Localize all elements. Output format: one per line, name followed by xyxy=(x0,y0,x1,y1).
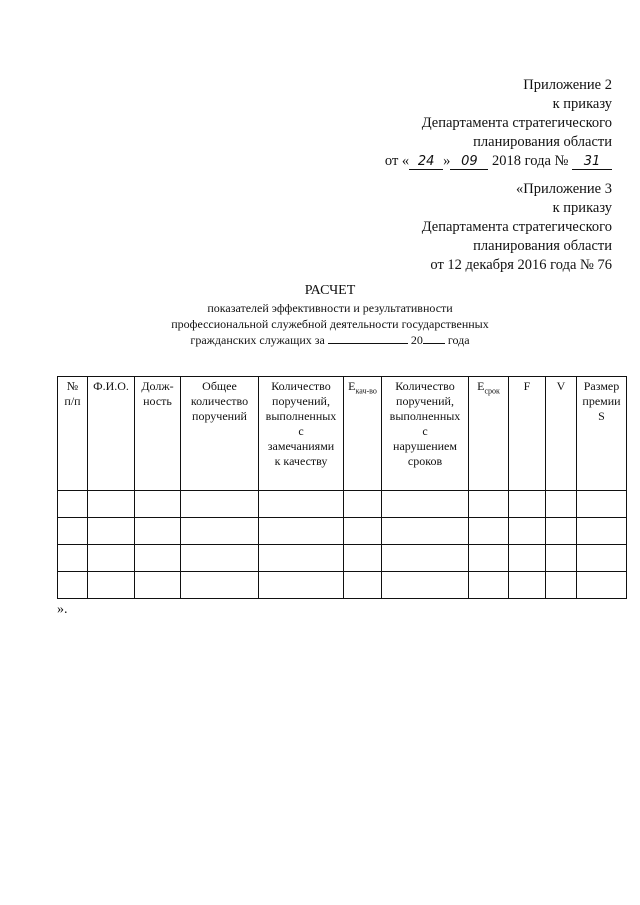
appendix-2-title: Приложение 2 xyxy=(523,77,612,93)
document-subtitle-2: профессиональной служебной деятельности государственных xyxy=(171,317,489,331)
table-cell xyxy=(135,572,181,599)
table-cell xyxy=(382,572,469,599)
handwritten-month: 09 xyxy=(450,155,488,170)
table-cell xyxy=(135,518,181,545)
table-cell xyxy=(546,518,577,545)
table-cell xyxy=(135,491,181,518)
table-cell xyxy=(577,545,627,572)
table-cell xyxy=(577,572,627,599)
date-year: 2018 года № xyxy=(492,153,569,169)
table-row xyxy=(58,545,627,572)
header-bonus: Размер премии S xyxy=(577,377,627,491)
table-cell xyxy=(259,518,344,545)
table-cell xyxy=(135,545,181,572)
table-cell xyxy=(58,572,88,599)
appendix-2-department: Департамента стратегического xyxy=(421,115,612,131)
table-cell xyxy=(259,572,344,599)
appendix-2-order: к приказу xyxy=(552,96,612,112)
closing-quote: ». xyxy=(57,602,68,617)
appendix-2-department-cont: планирования области xyxy=(473,134,612,150)
table-cell xyxy=(509,491,546,518)
header-e-quality: $Е_{кач-во}$ xyxy=(344,377,382,491)
table-cell xyxy=(88,545,135,572)
header-number: № п/п xyxy=(58,377,88,491)
table-cell xyxy=(382,491,469,518)
header-orders-late: Количество поручений, выполненных с нарушением сроков xyxy=(382,377,469,491)
document-subtitle-1: показателей эффективности и результативности xyxy=(207,301,453,315)
table-cell xyxy=(469,545,509,572)
table-cell xyxy=(469,491,509,518)
table-cell xyxy=(344,572,382,599)
table-cell xyxy=(88,491,135,518)
table-cell xyxy=(181,545,259,572)
document-subtitle-3 xyxy=(0,332,640,348)
table-cell xyxy=(509,572,546,599)
header-fio: Ф.И.О. xyxy=(88,377,135,491)
table-cell xyxy=(546,491,577,518)
table-cell xyxy=(509,545,546,572)
table-cell xyxy=(382,518,469,545)
subtitle-3-prefix: гражданских служащих за xyxy=(190,333,325,347)
handwritten-day: 24 xyxy=(409,155,443,170)
header-total-orders: Общее количество поручений xyxy=(181,377,259,491)
header-f: F xyxy=(509,377,546,491)
appendix-3-date-line: от 12 декабря 2016 года № 76 xyxy=(430,257,612,273)
calculation-table xyxy=(57,376,627,599)
table-cell xyxy=(546,572,577,599)
table-cell xyxy=(88,572,135,599)
table-cell xyxy=(469,518,509,545)
table-cell xyxy=(546,545,577,572)
table-header-row xyxy=(58,377,627,491)
appendix-3-title: «Приложение 3 xyxy=(516,181,612,197)
table-cell xyxy=(509,518,546,545)
appendix-3-order: к приказу xyxy=(552,200,612,216)
subtitle-3-suffix: года xyxy=(447,333,470,347)
appendix-3-department: Департамента стратегического xyxy=(421,219,612,235)
table-cell xyxy=(344,545,382,572)
year-blank xyxy=(423,332,445,344)
appendix-2-header xyxy=(385,76,612,171)
date-prefix: от « xyxy=(384,153,410,169)
table-row xyxy=(58,518,627,545)
table-cell xyxy=(382,545,469,572)
document-title-block xyxy=(0,282,640,348)
date-mid: » xyxy=(443,153,451,169)
table-cell xyxy=(577,491,627,518)
document-title: РАСЧЕТ xyxy=(304,283,356,298)
header-v: V xyxy=(546,377,577,491)
table-cell xyxy=(469,572,509,599)
table-cell xyxy=(181,518,259,545)
appendix-3-header xyxy=(422,180,612,275)
table-cell xyxy=(58,491,88,518)
table-cell xyxy=(88,518,135,545)
table-cell xyxy=(259,491,344,518)
handwritten-order-number: 31 xyxy=(572,155,612,170)
table-cell xyxy=(344,518,382,545)
header-e-deadline: $Е_{срок}$ xyxy=(469,377,509,491)
appendix-3-department-cont: планирования области xyxy=(473,238,612,254)
appendix-2-date-line xyxy=(385,152,612,171)
subtitle-3-year-prefix: 20 xyxy=(410,333,423,347)
table-cell xyxy=(58,518,88,545)
period-blank xyxy=(328,332,408,344)
header-orders-with-remarks: Количество поручений, выполненных с замечаниями к качеству xyxy=(259,377,344,491)
table-cell xyxy=(181,491,259,518)
table-row xyxy=(58,572,627,599)
table-cell xyxy=(577,518,627,545)
table-body xyxy=(58,491,627,599)
table-row xyxy=(58,491,627,518)
table-cell xyxy=(259,545,344,572)
table-cell xyxy=(58,545,88,572)
header-position: Долж- ность xyxy=(135,377,181,491)
table-cell xyxy=(344,491,382,518)
table-cell xyxy=(181,572,259,599)
